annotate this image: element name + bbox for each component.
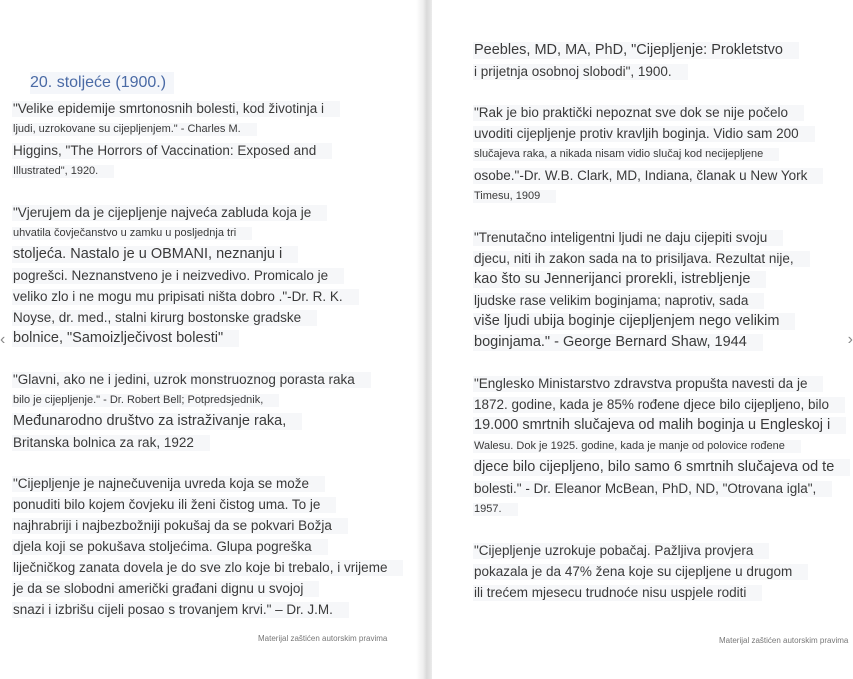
text-line [473, 123, 849, 144]
text-line [12, 578, 412, 599]
text-line-content: više ljudi ubija boginje cijepljenjem nego velikim [473, 313, 795, 330]
text-line-content: bolnice, "Samoizlječivost bolesti" [12, 330, 239, 347]
text-line-content: djecu, niti ih zakon sada na to prisiljava. Rezultat nije, [473, 251, 810, 267]
text-line [12, 98, 412, 119]
text-line-content: liječničkog zanata dovela je do sve zlo koje bi trebalo, i vrijeme [12, 560, 403, 576]
text-line-content: "Velike epidemije smrtonosnih bolesti, kod životinja i [12, 101, 340, 117]
text-line [12, 328, 412, 349]
text-line-content: bolesti." - Dr. Eleanor McBean, PhD, ND, "Otrovana igla", [473, 481, 832, 497]
text-line-content: "Englesko Ministarstvo zdravstva propušta navesti da je [473, 376, 823, 392]
text-line-content: "Vjerujem da je cijepljenje najveća zabluda koja je [12, 205, 327, 221]
right-quotes [473, 40, 849, 603]
copyright-notice: Materijal zaštićen autorskim pravima [258, 634, 388, 643]
quote-block [12, 98, 412, 182]
text-line [12, 390, 412, 411]
text-line-content: Britanska bolnica za rak, 1922 [12, 435, 210, 451]
text-line-content: Timesu, 1909 [473, 190, 556, 203]
text-line [473, 102, 849, 123]
copyright-notice: Materijal zaštićen autorskim pravima [719, 636, 849, 645]
text-line [12, 557, 412, 578]
text-line-content: je da se slobodni američki građani dignu u svojoj [12, 581, 319, 597]
text-line [473, 561, 849, 582]
quote-block [12, 473, 412, 620]
text-line-content: "Trenutačno inteligentni ljudi ne daju cijepiti svoju [473, 230, 783, 246]
left-text-column [12, 72, 412, 640]
quote-block [12, 369, 412, 453]
text-line [473, 61, 849, 82]
text-line [473, 582, 849, 603]
text-line-content: slučajeva raka, a nikada nisam vidio slučaj kod necijepljene [473, 148, 779, 161]
text-line [12, 265, 412, 286]
text-line [12, 473, 412, 494]
quote-block [473, 540, 849, 603]
previous-page-arrow-icon[interactable]: ‹ [0, 331, 6, 348]
text-line [12, 244, 412, 265]
next-page-arrow-icon[interactable]: › [847, 331, 853, 348]
text-line-content: djela koji se pokušava stoljećima. Glupa pogreška [12, 539, 328, 555]
text-line [473, 227, 849, 248]
text-line [12, 223, 412, 244]
text-line [12, 494, 412, 515]
text-line-content: snazi i izbrišu cijeli posao s trovanjem krvi." – Dr. J.M. [12, 602, 349, 618]
text-line-content: ljudi, uzrokovane su cijepljenjem." - Charles M. [12, 123, 257, 136]
text-line [12, 202, 412, 223]
text-line [473, 40, 849, 61]
quote-block [473, 373, 849, 520]
right-text-column [473, 40, 849, 623]
text-line-content: Higgins, "The Horrors of Vaccination: Exposed and [12, 143, 332, 159]
text-line [473, 165, 849, 186]
text-line-content: bilo je cijepljenje." - Dr. Robert Bell; Potpredsjednik, [12, 394, 279, 407]
text-line-content: najhrabriji i najbezbožniji pokušaj da se pokvari Božja [12, 518, 348, 534]
text-line-content: kao što su Jennerijanci prorekli, istrebljenje [473, 271, 766, 288]
text-line-content: 1872. godine, kada je 85% rođene djece bilo cijepljeno, bilo [473, 397, 845, 413]
text-line-content: "Cijepljenje uzrokuje pobačaj. Pažljiva provjera [473, 543, 769, 559]
quote-block [473, 227, 849, 353]
left-page [0, 0, 420, 679]
text-line [12, 307, 412, 328]
text-line-content: ljudske rase velikim boginjama; naprotiv, sada [473, 293, 764, 309]
text-line-content: ponuditi bilo kojem čovjeku ili ženi čistog uma. To je [12, 497, 336, 513]
text-line [12, 286, 412, 307]
text-line-content: djece bilo cijepljeno, bilo samo 6 smrtnih slučajeva od te [473, 459, 850, 476]
quote-block [473, 40, 849, 82]
text-line [473, 457, 849, 478]
text-line-content: osobe."-Dr. W.B. Clark, MD, Indiana, članak u New York [473, 168, 823, 184]
text-line-content: pogrešci. Neznanstveno je i neizvedivo. Promicalo je [12, 268, 344, 284]
text-line [12, 119, 412, 140]
text-line [473, 248, 849, 269]
text-line-content: Međunarodno društvo za istraživanje raka, [12, 413, 302, 430]
text-line-content: pokazala je da 47% žena koje su cijepljene u drugom [473, 564, 808, 580]
text-line [12, 140, 412, 161]
text-line-content: Peebles, MD, MA, PhD, "Cijepljenje: Prokletstvo [473, 42, 799, 59]
text-line [473, 373, 849, 394]
text-line [473, 436, 849, 457]
text-line [473, 540, 849, 561]
text-line [473, 499, 849, 520]
text-line [473, 415, 849, 436]
text-line [473, 311, 849, 332]
text-line [473, 269, 849, 290]
text-line-content: i prijetnja osobnoj slobodi", 1900. [473, 64, 688, 80]
text-line [12, 536, 412, 557]
text-line [473, 144, 849, 165]
text-line [12, 411, 412, 432]
text-line [473, 290, 849, 311]
text-line-content: Noyse, dr. med., stalni kirurg bostonske gradske [12, 310, 317, 326]
text-line-content: stoljeća. Nastalo je u OBMANI, neznanju i [12, 246, 298, 263]
text-line [12, 432, 412, 453]
text-line-content: 19.000 smrtnih slučajeva od malih boginja u Engleskoj i [473, 417, 846, 434]
text-line-content: 1957. [473, 503, 518, 516]
text-line [12, 599, 412, 620]
text-line [12, 515, 412, 536]
quote-block [473, 102, 849, 207]
text-line-content: "Rak je bio praktički nepoznat sve dok se nije počelo [473, 105, 804, 121]
text-line-content: uvoditi cijepljenje protiv kravljih boginja. Vidio sam 200 [473, 126, 815, 142]
text-line-content: Walesu. Dok je 1925. godine, kada je manje od polovice rođene [473, 440, 801, 453]
text-line [473, 478, 849, 499]
text-line-content: "Cijepljenje je najnečuvenija uvreda koja se može [12, 476, 325, 492]
text-line-content: uhvatila čovječanstvo u zamku u posljednja tri [12, 227, 252, 240]
text-line [473, 186, 849, 207]
left-quotes [12, 98, 412, 620]
quote-block [12, 202, 412, 349]
text-line [473, 332, 849, 353]
text-line-content: boginjama." - George Bernard Shaw, 1944 [473, 334, 763, 351]
text-line-content: ili trećem mjesecu trudnoće nisu uspjele roditi [473, 585, 762, 601]
text-line-content: Illustrated", 1920. [12, 165, 114, 178]
text-line-content: "Glavni, ako ne i jedini, uzrok monstruoznog porasta raka [12, 372, 371, 388]
text-line [12, 369, 412, 390]
text-line [12, 161, 412, 182]
section-heading: 20. stoljeće (1900.) [30, 72, 174, 94]
text-line-content: veliko zlo i ne mogu mu pripisati ništa dobro ."-Dr. R. K. [12, 289, 359, 305]
text-line [473, 394, 849, 415]
